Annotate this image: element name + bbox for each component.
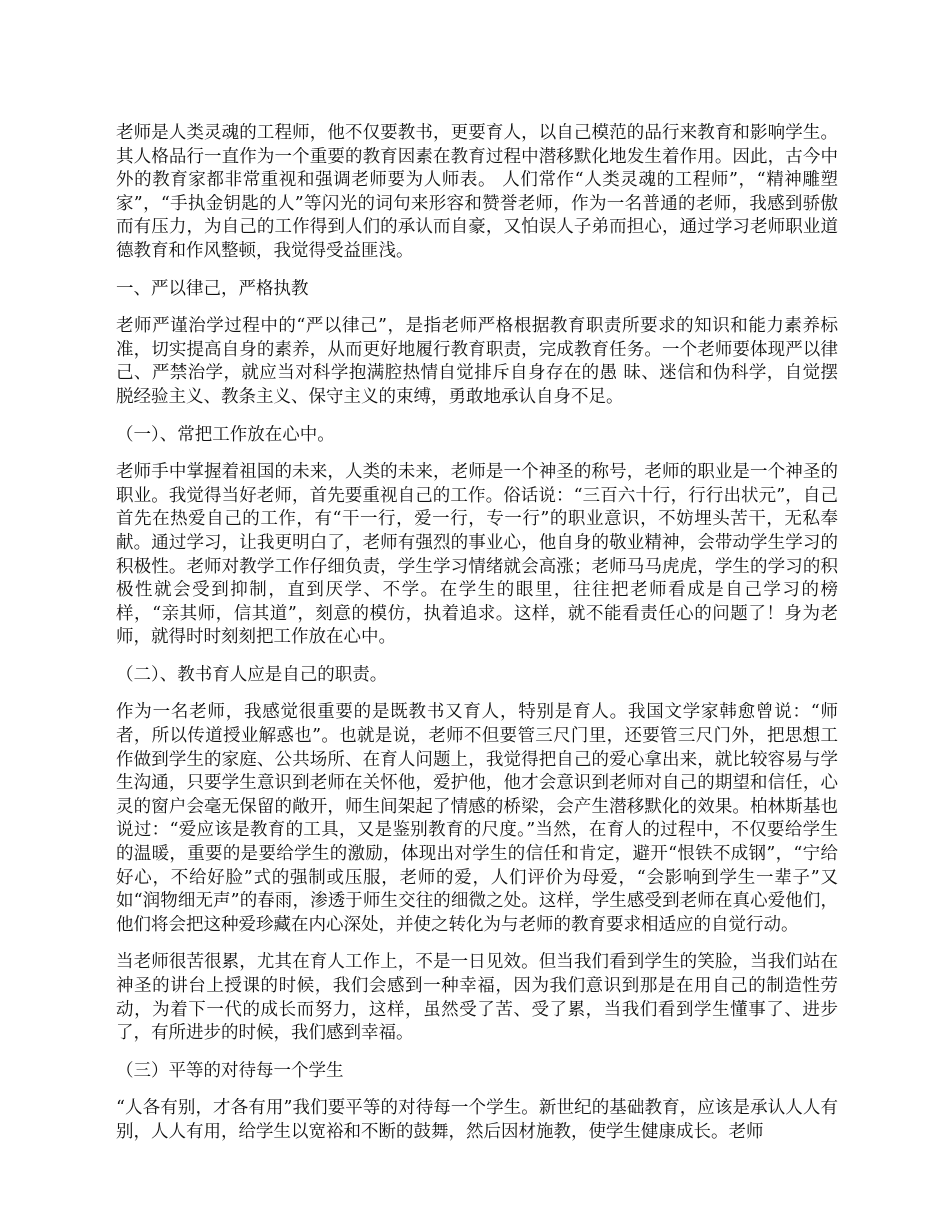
document-body <box>116 122 838 1159</box>
section-heading-1: 一、严以律己，严格执教 <box>116 278 309 299</box>
subsection-heading-3: （三）平等的对待每一个学生 <box>116 1060 344 1081</box>
subsection-2-paragraph-1: 作为一名老师，我感觉很重要的是既教书又育人，特别是育人。我国文学家韩愈曾说：“师者，所以传道授业解惑也”。也就是说，老师不但要管三尺门里，还要管三尺门外，把思想工作做到学生的家庭、公共场所、在育人问题上，我觉得把自己的爱心拿出来，就比较容易与学生沟通，只要学生意识到老师在关怀他，爱护他，他才会意识到老师对自己的期望和信任，心灵的窗户会毫无保留的敞开，师生间架起了情感的桥梁，会产生潜移默化的效果。柏林斯基也说过：“爱应该是教育的工具，又是鉴别教育的尺度。”当然，在育人的过程中，不仅要给学生的温暖，重要的是要给学生的激励，体现出对学生的信任和肯定，避开“恨铁不成钢”，“宁给好心，不给好脸”式的强制或压服，老师的爱，人们评价为母爱，“会影响到学生一辈子”又如“润物细无声”的春雨，渗透于师生交往的细微之处。这样，学生感受到老师在真心爱他们，他们将会把这种爱珍藏在内心深处，并使之转化为与老师的教育要求相适应的自觉行动。 <box>116 702 838 935</box>
subsection-heading-1: （一）、常把工作放在心中。 <box>116 424 335 445</box>
subsection-1-paragraph: 老师手中掌握着祖国的未来，人类的未来，老师是一个神圣的称号，老师的职业是一个神圣的职业。我觉得当好老师，首先要重视自己的工作。俗话说：“三百六十行，行行出状元”，自己首先在热爱自己的工作，有“干一行，爱一行，专一行”的职业意识，不妨埋头苦干，无私奉献。通过学习，让我更明白了，老师有强烈的事业心，他自身的敬业精神，会带动学生学习的积极性。老师对教学工作仔细负责，学生学习情绪就会高涨；老师马马虎虎，学生的学习的积极性就会受到抑制，直到厌学、不学。在学生的眼里，往往把老师看成是自己学习的榜样，“亲其师，信其道”，刻意的模仿，执着追求。这样，就不能看责任心的问题了！身为老师，就得时时刻刻把工作放在心中。 <box>116 462 838 648</box>
subsection-heading-2: （二）、教书育人应是自己的职责。 <box>116 664 388 685</box>
subsection-3-paragraph: “人各有别，才各有用”我们要平等的对待每一个学生。新世纪的基础教育，应该是承认人人有别，人人有用，给学生以宽裕和不断的鼓舞，然后因材施教，使学生健康成长。老师 <box>116 1098 838 1142</box>
intro-paragraph: 老师是人类灵魂的工程师，他不仅要教书，更要育人，以自己模范的品行来教育和影响学生。其人格品行一直作为一个重要的教育因素在教育过程中潜移默化地发生着作用。因此，古今中外的教育家都非常重视和强调老师要为人师表。 人们常作“人类灵魂的工程师”，“精神雕塑家”，“手执金钥匙的人”等闪光的词句来形容和赞誉老师，作为一名普通的老师，我感到骄傲而有压力，为自己的工作得到人们的承认而自豪，又怕误人子弟而担心，通过学习老师职业道德教育和作风整顿，我觉得受益匪浅。 <box>116 123 838 261</box>
subsection-2-paragraph-2: 当老师很苦很累，尤其在育人工作上，不是一日见效。但当我们看到学生的笑脸，当我们站在神圣的讲台上授课的时候，我们会感到一种幸福，因为我们意识到那是在用自己的制造性劳动，为着下一代的成长而努力，这样，虽然受了苦、受了累，当我们看到学生懂事了、进步了，有所进步的时候，我们感到幸福。 <box>116 952 838 1044</box>
section-1-paragraph: 老师严谨治学过程中的“严以律己”，是指老师严格根据教育职责所要求的知识和能力素养标准，切实提高自身的素养，从而更好地履行教育职责，完成教育任务。一个老师要体现严以律己、严禁治学，就应当对科学抱满腔热情自觉排斥自身存在的愚 昧、迷信和伪科学，自觉摆脱经验主义、教条主义、保守主义的束缚，勇敢地承认自身不足。 <box>116 316 838 407</box>
